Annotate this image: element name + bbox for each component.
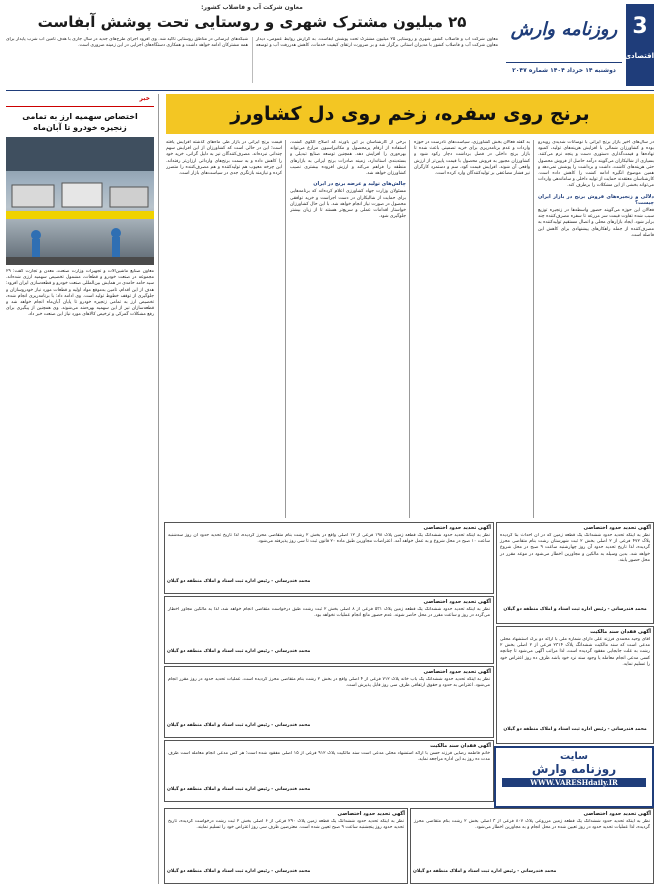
top-story [6, 4, 498, 90]
notice-6-body: خانم فاطمه رضایی فرزند حسن با ارائه استشهاد محلی مدعی است سند مالکیت پلاک ۹۱۲ فرعی از ۱۵ اصلی مفقود شده است؛ هر کس مدعی انجام معامله است ظرف مدت ده روز به این اداره مراجعه نماید. [168, 751, 491, 763]
side-news [6, 94, 154, 864]
main-story-headline: برنج روی سفره، زخم روی دل کشاورز [230, 103, 590, 125]
site-ad [494, 746, 654, 808]
notice-6-title: آگهی فقدان سند مالکیت [430, 743, 491, 749]
notice-5-body: نظر به اینکه تحدید حدود ششدانگ یک باب خانه پلاک ۷۱۲ فرعی از ۴ اصلی واقع در بخش ۲ رشت بنام متقاضی محرز گردیده است، عملیات تحدید حدود در روز مقرر انجام می‌شود. اعتراض به حدود و حقوق ارتفاقی ظرف سی روز قابل پذیرش است. [168, 677, 490, 689]
notice-4-sign: محمد قندرسانی - رئیس اداره ثبت اسناد و املاک منطقه دو گیلان [503, 727, 647, 732]
top-story-body: معاون شرکت آب و فاضلاب کشور شهری و روستایی ۲۵ میلیون مشترک تحت پوشش آبفاست. به گزارش روابط عمومی، دیدار معاون شرکت آب و فاضلاب کشور با مدیران استانی برگزار شد و بر ضرورت ارتقای کیفیت خدمات، کاهش هدررفت آب و توسعه شبکه‌های آبرسانی در مناطق روستایی تاکید شد. وی افزود اجرای طرح‌های جدید در سال جاری با هدف تامین آب شرب پایدار برای همه مشترکان ادامه خواهد داشت و همکاری دستگاه‌های اجرایی در این زمینه ضروری است. [6, 37, 498, 49]
logo-text: روزنامه وارش [510, 19, 618, 40]
site-ad-name: روزنامه وارش [531, 762, 617, 776]
side-news-tag-row [6, 94, 154, 107]
notice-1 [496, 522, 654, 624]
notice-3-sign: محمد قندرسانی - رئیس اداره ثبت اسناد و املاک منطقه دو گیلان [167, 649, 311, 654]
top-story-headline: ۲۵ میلیون مشترک شهری و روستایی تحت پوشش آبفاست [37, 13, 467, 31]
side-news-body: معاون صنایع ماشین‌آلات و تجهیزات وزارت صنعت، معدن و تجارت گفت: ۲۹ مجموعه در صنعت خودرو و قطعات، مشمول تخصیص سهمیه ارزی شده‌اند. سید حامد حامدی در همایش بین‌المللی صنعت خودرو و قطعه‌سازی ایران افزود: هدف از این اقدام، تامین به‌موقع مواد اولیه و قطعات مورد نیاز خودروسازان و جلوگیری از توقف خطوط تولید است. وی ادامه داد: با برنامه‌ریزی انجام شده، تخصیص ارز به تمامی زنجیره خودرو تا پایان آبان‌ماه انجام خواهد شد و قطعه‌سازان نیز از این سهمیه بهره‌مند می‌شوند. وی همچنین از پیگیری برای رفع مشکلات گمرکی و ترخیص کالاهای مورد نیاز این صنعت خبر داد. [6, 269, 154, 318]
factory-photo-graphic [6, 137, 154, 265]
main-col-2: به گفته فعالان بخش کشاورزی، سیاست‌های نادرست در حوزه واردات و عدم برنامه‌ریزی برای خرید تضمینی باعث شده تا بازار برنج داخلی در فصل برداشت دچار رکود شود و کشاورزان مجبور به فروش محصول با قیمت پایین‌تر از ارزش واقعی آن شوند. افزایش قیمت کود، سم و دستمزد کارگران نیز فشار مضاعفی بر تولیدکنندگان وارد کرده است. [414, 140, 530, 177]
main-story-body [166, 140, 654, 518]
notice-3-title: آگهی تحدید حدود اختصاصی [423, 599, 491, 605]
notices-area [166, 522, 654, 884]
page-number: 3 [632, 14, 648, 39]
factory-photo [6, 137, 154, 265]
notice-4-title: آگهی فقدان سند مالکیت [590, 629, 651, 635]
notice-1-title: آگهی تحدید حدود اختصاصی [583, 525, 651, 531]
notice-2 [164, 522, 494, 594]
main-col-3 [290, 140, 406, 518]
notice-2-body: نظر به اینکه تحدید حدود ششدانگ یک قطعه زمین پلاک ۱۹۸ فرعی از ۱۲ اصلی واقع در بخش ۲ رشت بنام متقاضی محرز گردیده، لذا تاریخ تحدید حدود آن روز سه‌شنبه ساعت ۱۰ صبح در محل شروع و به عمل خواهد آمد. اعتراضات مجاورین طبق ماده ۲۰ قانون ثبت تا سی روز پذیرفته می‌شود. [168, 533, 490, 545]
notice-8-sign: محمد قندرسانی - رئیس اداره ثبت اسناد و املاک منطقه دو گیلان [167, 869, 311, 874]
notice-3 [164, 596, 494, 664]
section-label: اقتصادی [624, 52, 654, 60]
dateline: دوشنبه ۱۴ خرداد ۱۴۰۴ شماره ۲۰۴۷ [506, 62, 622, 74]
main-col-4: قیمت برنج ایرانی در بازار طی ماه‌های گذشته افزایش یافته است؛ این در حالی است که کشاورزان از این افزایش سهم چندانی نبرده‌اند. مصرف‌کنندگان نیز به دلیل گرانی، خرید خود را کاهش داده و به سمت برنج‌های وارداتی ارزان‌تر رفته‌اند. این چرخه معیوب هم تولیدکننده و هم مصرف‌کننده را متضرر کرده و نیازمند بازنگری جدی در سیاست‌های بازار است. [166, 140, 282, 177]
notice-2-sign: محمد قندرسانی - رئیس اداره ثبت اسناد و املاک منطقه دو گیلان [167, 579, 311, 584]
main-col-3-text: برخی از کارشناسان بر این باورند که اصلاح الگوی کشت، استفاده از ارقام پرمحصول و مکانیزاسیون مزارع می‌تواند بهره‌وری را افزایش دهد. همچنین توسعه صنایع تبدیلی و بسته‌بندی استاندارد، زمینه صادرات برنج ایرانی به بازارهای منطقه را فراهم می‌کند و ارزش افزوده بیشتری نصیب کشاورزان خواهد شد. [290, 140, 406, 177]
notice-7-title: آگهی تحدید حدود اختصاصی [583, 811, 651, 817]
side-news-headline: اختصاص سهمیه ارز به تمامی زنجیره خودرو تا آبان‌ماه [22, 112, 138, 132]
notice-8-title: آگهی تحدید حدود اختصاصی [337, 811, 405, 817]
logo [506, 8, 622, 56]
main-col-3-subhead: چالش‌های تولید و عرضه برنج در ایران [313, 181, 406, 188]
main-col-3b-text: مسئولان وزارت جهاد کشاورزی اعلام کرده‌اند که برنامه‌هایی برای حمایت از شالیکاران در دست اجراست و خرید توافقی محصول در صورت نیاز انجام خواهد شد. با این حال کشاورزان خواستار اقدامات عملی و سریع‌تر هستند تا از زیان بیشتر جلوگیری شود. [290, 189, 406, 220]
notice-7-body: نظر به اینکه تحدید حدود ششدانگ یک قطعه زمین مزروعی پلاک ۸۰۷ فرعی از ۳ اصلی بخش ۲ رشت بنام متقاضی محرز گردیده، لذا عملیات تحدید حدود در روز تعیین شده در محل انجام و به مجاورین اخطار می‌شود. [414, 819, 651, 831]
side-news-tag: خبر [139, 95, 150, 102]
notice-3-body: نظر به اینکه تحدید حدود ششدانگ یک قطعه زمین پلاک ۵۳۱ فرعی از ۸ اصلی بخش ۲ ثبت رشت طبق درخواست متقاضی انجام خواهد شد، لذا به مالکین مجاور اخطار می‌گردد در روز و ساعت مقرر در محل حاضر شوند. عدم حضور مانع انجام عملیات نخواهد بود. [168, 607, 490, 619]
main-col-1-subhead: دلالی و زنجیره‌های فروش برنج در بازار ایران چیست؟ [538, 193, 654, 206]
masthead [504, 4, 654, 86]
notice-4 [496, 626, 654, 744]
top-story-kicker: معاون شرکت آب و فاضلاب کشور: [201, 4, 303, 11]
notice-6-sign: محمد قندرسانی - رئیس اداره ثبت اسناد و املاک منطقه دو گیلان [167, 787, 311, 792]
notice-1-sign: محمد قندرسانی - رئیس اداره ثبت اسناد و املاک منطقه دو گیلان [503, 607, 647, 612]
notice-5 [164, 666, 494, 738]
notice-4-body: آقای وحید محمدی فرزند علی دارای شماره ملی با ارائه دو برگ استشهاد محلی مدعی است که سند مالکیت ششدانگ پلاک ۲۳۱۴ فرعی از ۲ اصلی بخش ۲ رشت به علت جابجایی مفقود گردیده است، لذا مراتب آگهی می‌شود تا چنانچه کسی مدعی انجام معامله یا وجود سند نزد خود باشد ظرف ده روز اعتراض خود را تسلیم نماید. [500, 637, 650, 667]
notice-8 [164, 808, 408, 884]
notice-6 [164, 740, 494, 802]
notice-5-sign: محمد قندرسانی - رئیس اداره ثبت اسناد و املاک منطقه دو گیلان [167, 723, 311, 728]
notice-8-body: نظر به اینکه تحدید حدود ششدانگ یک قطعه زمین پلاک ۲۹۰ فرعی از ۶ اصلی بخش ۲ ثبت رشت درخواست گردیده، تاریخ تحدید حدود روز پنجشنبه ساعت ۹ صبح تعیین شده است. معترضین ظرف سی روز اعتراض خود را تسلیم نمایند. [168, 819, 404, 831]
site-ad-label: سایت [560, 751, 588, 762]
main-headline-bar [166, 94, 654, 134]
notice-2-title: آگهی تحدید حدود اختصاصی [423, 525, 491, 531]
notice-1-body: نظر به اینکه تحدید حدود ششدانگ یک قطعه زمین که در آن احداث بنا گردیده پلاک ۴۷۲ فرعی از ۲ اصلی بخش ۲ ثبت شهرستان رشت بنام متقاضی محرز گردیده، لذا تاریخ تحدید حدود آن روز چهارشنبه ساعت ۹ صبح در محل شروع خواهد شد. بدین وسیله به مالکین و مجاورین اخطار می‌شود در موعد مقرر در محل حضور یابند. [500, 533, 650, 563]
site-ad-url[interactable]: WWW.VARESHdaily.IR [502, 778, 646, 787]
notice-7-sign: محمد قندرسانی - رئیس اداره ثبت اسناد و املاک منطقه دو گیلان [413, 869, 557, 874]
notice-7 [410, 808, 654, 884]
notice-5-title: آگهی تحدید حدود اختصاصی [423, 669, 491, 675]
main-col-1b-text: فعالان این حوزه می‌گویند حضور واسطه‌ها در زنجیره توزیع سبب شده تفاوت قیمت سر مزرعه تا سفره مصرف‌کننده چند برابر شود. ایجاد بازارهای محلی و اتصال مستقیم تولیدکننده به مصرف‌کننده از جمله راهکارهای پیشنهادی برای کاهش این فاصله است. [538, 208, 654, 238]
main-col-1 [538, 140, 654, 518]
main-col-1-text: در سال‌های اخیر بازار برنج ایرانی با نوسانات شدیدی روبه‌رو بوده و کشاورزان شمالی با افزایش هزینه‌های تولید، کمبود نهاده‌ها و قیمت‌گذاری دستوری دست و پنجه نرم می‌کنند. بسیاری از شالیکاران می‌گویند درآمد حاصل از فروش محصول حتی هزینه‌های کاشت، داشت و برداشت را پوشش نمی‌دهد و همین موضوع انگیزه ادامه کشت را کاهش داده است. کارشناسان معتقدند حمایت از تولید داخلی و ساماندهی واردات می‌تواند بخشی از این مشکلات را برطرف کند. [538, 140, 654, 189]
